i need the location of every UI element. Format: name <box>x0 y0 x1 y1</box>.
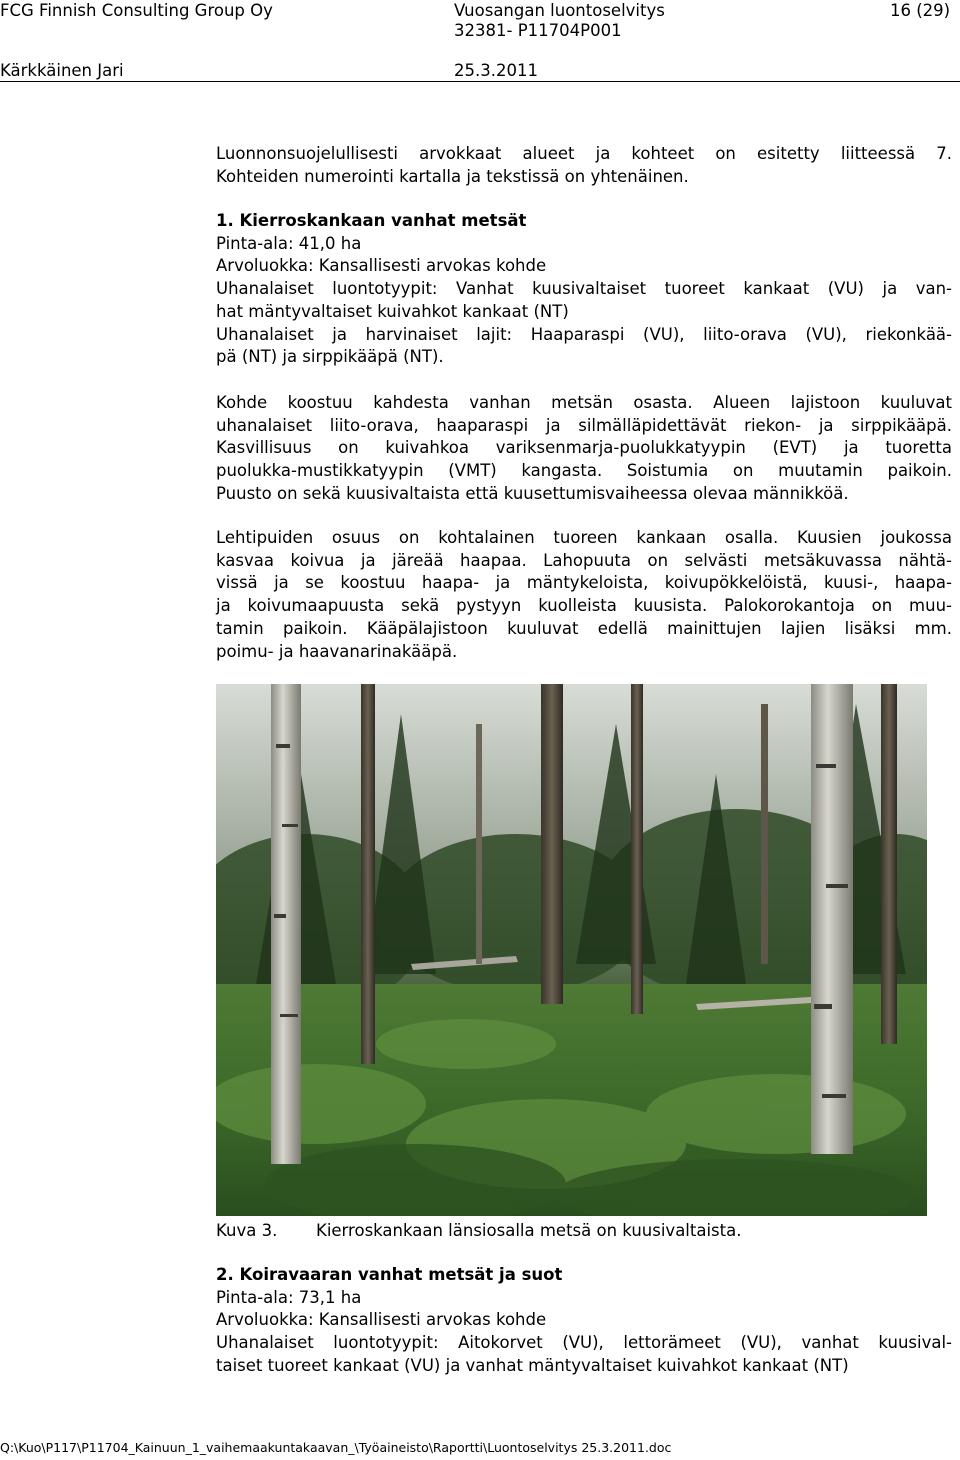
para1-line: Kasvillisuus on kuivahkoa variksenmarja-puolukkatyypin (EVT) ja tuoretta <box>216 438 952 458</box>
header-rule <box>0 81 960 82</box>
section-1-paragraph-1 <box>216 392 952 506</box>
section-2-habitats-line-1: Uhanalaiset luontotyypit: Aitokorvet (VU), lettorämeet (VU), vanhat kuusival- <box>216 1333 952 1353</box>
para2-line: vissä ja se koostuu haapa- ja mäntykeloista, koivupökkelöistä, kuusi-, haapa- <box>216 573 952 593</box>
header-date: 25.3.2011 <box>454 61 538 80</box>
footer-file-path: Q:\Kuo\P117\P11704_Kainuun_1_vaihemaakuntakaavan_\Työaineisto\Raportti\Luontoselvitys 25.3.2011.doc <box>0 1440 672 1455</box>
header-company: FCG Finnish Consulting Group Oy <box>0 1 273 20</box>
section-1-heading: 1. Kierroskankaan vanhat metsät <box>216 211 527 230</box>
para1-line: Kohde koostuu kahdesta vanhan metsän osasta. Alueen lajistoon kuuluvat <box>216 393 952 412</box>
section-1-habitats-line-1: Uhanalaiset luontotyypit: Vanhat kuusivaltaiset tuoreet kankaat (VU) ja van- <box>216 279 952 299</box>
para2-line: tamin paikoin. Kääpälajistoon kuuluvat edellä mainittujen lajien lisäksi mm. <box>216 618 952 638</box>
section-1-area: Pinta-ala: 41,0 ha <box>216 233 362 253</box>
para1-line: uhanalaiset liito-orava, haaparaspi ja silmälläpidettävät riekon- ja sirppikääpä. <box>216 415 952 435</box>
section-1-paragraph-2 <box>216 527 952 663</box>
header-page-number: 16 (29) <box>890 1 951 20</box>
intro-line-2: Kohteiden numerointi kartalla ja tekstissä on yhtenäinen. <box>216 166 689 186</box>
para1-line: puolukka-mustikkatyypin (VMT) kangasta. Soistumia on muutamin paikoin. <box>216 461 952 481</box>
section-1-class: Arvoluokka: Kansallisesti arvokas kohde <box>216 256 547 276</box>
forest-photo <box>216 684 927 1216</box>
para2-line: Lehtipuiden osuus on kohtalainen tuoreen kankaan osalla. Kuusien joukossa <box>216 528 952 547</box>
header-title: Vuosangan luontoselvitys <box>454 1 665 20</box>
section-1 <box>216 210 952 369</box>
intro <box>216 143 952 188</box>
section-1-habitats-line-2: hat mäntyvaltaiset kuivahkot kankaat (NT) <box>216 301 569 321</box>
section-2-heading: 2. Koiravaaran vanhat metsät ja suot <box>216 1265 563 1284</box>
section-1-species-line-2: pä (NT) ja sirppikääpä (NT). <box>216 347 444 367</box>
section-2 <box>216 1264 952 1378</box>
intro-line-1: Luonnonsuojelullisesti arvokkaat alueet ja kohteet on esitetty liitteessä 7. <box>216 144 952 163</box>
section-2-area: Pinta-ala: 73,1 ha <box>216 1287 362 1307</box>
section-2-habitats-line-2: taiset tuoreet kankaat (VU) ja vanhat mäntyvaltaiset kuivahkot kankaat (NT) <box>216 1355 849 1375</box>
para2-line: kasvaa koivua ja järeää haapaa. Lahopuuta on selvästi metsäkuvassa nähtä- <box>216 550 952 570</box>
para2-line: ja koivumaapuusta sekä pystyyn kuolleista kuusista. Palokorokantoja on muu- <box>216 596 952 616</box>
figure-caption <box>216 1220 741 1242</box>
figure-number: Kuva 3. <box>216 1221 278 1240</box>
header-author: Kärkkäinen Jari <box>0 61 124 80</box>
para1-line: Puusto on sekä kuusivaltaista että kuusettumisvaiheessa olevaa männikköä. <box>216 483 849 503</box>
figure-text: Kierroskankaan länsiosalla metsä on kuusivaltaista. <box>316 1221 742 1240</box>
para2-line: poimu- ja haavanarinakääpä. <box>216 641 458 661</box>
header-code: 32381- P11704P001 <box>454 21 622 40</box>
section-2-class: Arvoluokka: Kansallisesti arvokas kohde <box>216 1310 547 1330</box>
section-1-species-line-1: Uhanalaiset ja harvinaiset lajit: Haaparaspi (VU), liito-orava (VU), riekonkää- <box>216 324 952 344</box>
